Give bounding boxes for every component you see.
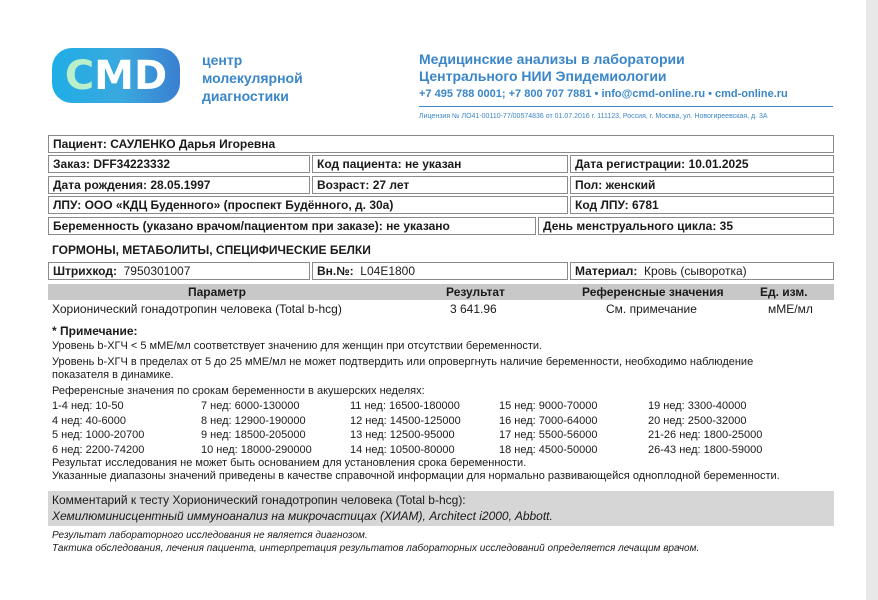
section-title: ГОРМОНЫ, МЕТАБОЛИТЫ, СПЕЦИФИЧЕСКИЕ БЕЛКИ [52,243,371,257]
weeks-column [648,399,762,457]
note-line: Результат исследования не может быть основанием для установления срока беременности. [52,457,527,469]
week-range: 14 нед: 10500-80000 [350,443,455,456]
note-line: Уровень b-ХГЧ < 5 мМЕ/мл соответствует значению для женщин при отсутствии беременности. [52,340,543,352]
note-line: Указанные диапазоны значений приведены в качестве справочной информации для нормально развивающейся одноплодной беременности. [52,470,780,482]
comment-method: Хемилюминисцентный иммуноанализ на микрочастицах (ХИАМ), Architect i2000, Abbott. [52,509,553,523]
results-table-header [48,284,834,300]
week-range: 12 нед: 14500-125000 [350,414,461,427]
week-range: 7 нед: 6000-130000 [201,400,300,412]
week-range: 4 нед: 40-6000 [52,414,127,427]
column-parameter: Параметр [188,285,246,299]
license-line: Лицензия № ЛО41-00110-77/00574836 от 01.07.2016 г. 111123, Россия, г. Москва, ул. Новогиреевская, д. 3А [419,113,768,120]
footer-line: Тактика обследования, лечения пациента, интерпретация результатов лабораторных исследований определяется лечащим врачом. [52,542,700,554]
week-range: 26-43 нед: 1800-59000 [648,443,763,456]
internal-number-cell: Вн.№: L04E1800 [312,262,568,280]
footer-disclaimer [52,530,699,555]
registration-date-cell: Дата регистрации: 10.01.2025 [570,155,834,173]
birth-date-cell: Дата рождения: 28.05.1997 [48,176,310,194]
pregnancy-cell: Беременность (указано врачом/пациентом при заказе): не указано [48,217,536,235]
week-range: 5 нед: 1000-20700 [52,429,145,441]
week-range: 17 нед: 5500-56000 [499,429,598,441]
age-cell: Возраст: 27 лет [312,176,568,194]
week-range: 20 нед: 2500-32000 [648,414,747,427]
sex-cell: Пол: женский [570,176,834,194]
week-range: 13 нед: 12500-95000 [350,429,455,441]
weeks-reference-grid [52,399,832,457]
order-cell: Заказ: DFF34223332 [48,155,310,173]
note-line: Уровень b-ХГЧ в пределах от 5 до 25 мМЕ/мл не может подтвердить или опровергнуть наличие беременности, необходимо наблюдение [52,356,754,368]
lpu-cell: ЛПУ: ООО «КДЦ Буденного» (проспект Будённого, д. 30а) [48,196,568,214]
week-range: 18 нед: 4500-50000 [499,443,598,456]
weeks-column [201,399,312,457]
week-range: 1-4 нед: 10-50 [52,400,124,412]
cmd-logo [52,48,180,103]
center-name: центр молекулярной диагностики [202,52,303,104]
footer-line: Результат лабораторного исследования не является диагнозом. [52,530,368,541]
table-row [48,301,834,317]
week-range: 8 нед: 12900-190000 [201,414,306,427]
week-range: 19 нед: 3300-40000 [648,400,747,412]
weeks-intro: Референсные значения по срокам беременности в акушерских неделях: [52,385,425,397]
logo-text: CMD [64,52,168,99]
patient-code-cell: Код пациента: не указан [312,155,568,173]
week-range: 10 нед: 18000-290000 [201,443,312,456]
lpu-code-cell: Код ЛПУ: 6781 [570,196,834,214]
result-parameter: Хорионический гонадотропин человека (Total b-hcg) [52,302,342,316]
note-title: * Примечание: [52,324,138,338]
column-reference: Референсные значения [582,285,724,299]
result-reference: См. примечание [606,302,697,316]
week-range: 11 нед: 16500-180000 [350,400,460,412]
week-range: 16 нед: 7000-64000 [499,414,598,427]
notes-section [52,325,832,483]
vertical-scrollbar[interactable] [866,0,878,600]
contacts-line: +7 495 788 0001; +7 800 707 7881 • info@cmd-online.ru • cmd-online.ru [419,88,788,100]
test-comment-box [48,491,834,526]
column-unit: Ед. изм. [760,285,808,299]
material-cell: Материал: Кровь (сыворотка) [570,262,834,280]
result-unit: мМЕ/мл [768,302,813,316]
week-range: 9 нед: 18500-205000 [201,429,306,441]
weeks-column [350,399,461,457]
lab-title: Медицинские анализы в лаборатории Центрального НИИ Эпидемиологии [419,51,685,84]
week-range: 6 нед: 2200-74200 [52,443,145,456]
weeks-column [499,399,598,457]
cycle-day-cell: День менструального цикла: 35 [538,217,834,235]
patient-name-cell: Пациент: САУЛЕНКО Дарья Игоревна [48,135,834,153]
week-range: 15 нед: 9000-70000 [499,400,598,412]
note-line: показателя в динамике. [52,369,174,381]
week-range: 21-26 нед: 1800-25000 [648,429,763,441]
result-value: 3 641.96 [450,302,497,316]
weeks-column [52,399,144,457]
barcode-cell: Штрихкод: 7950301007 [48,262,310,280]
column-result: Результат [446,285,505,299]
header-divider [419,106,833,107]
comment-title: Комментарий к тесту Хорионический гонадотропин человека (Total b-hcg): [52,493,466,507]
